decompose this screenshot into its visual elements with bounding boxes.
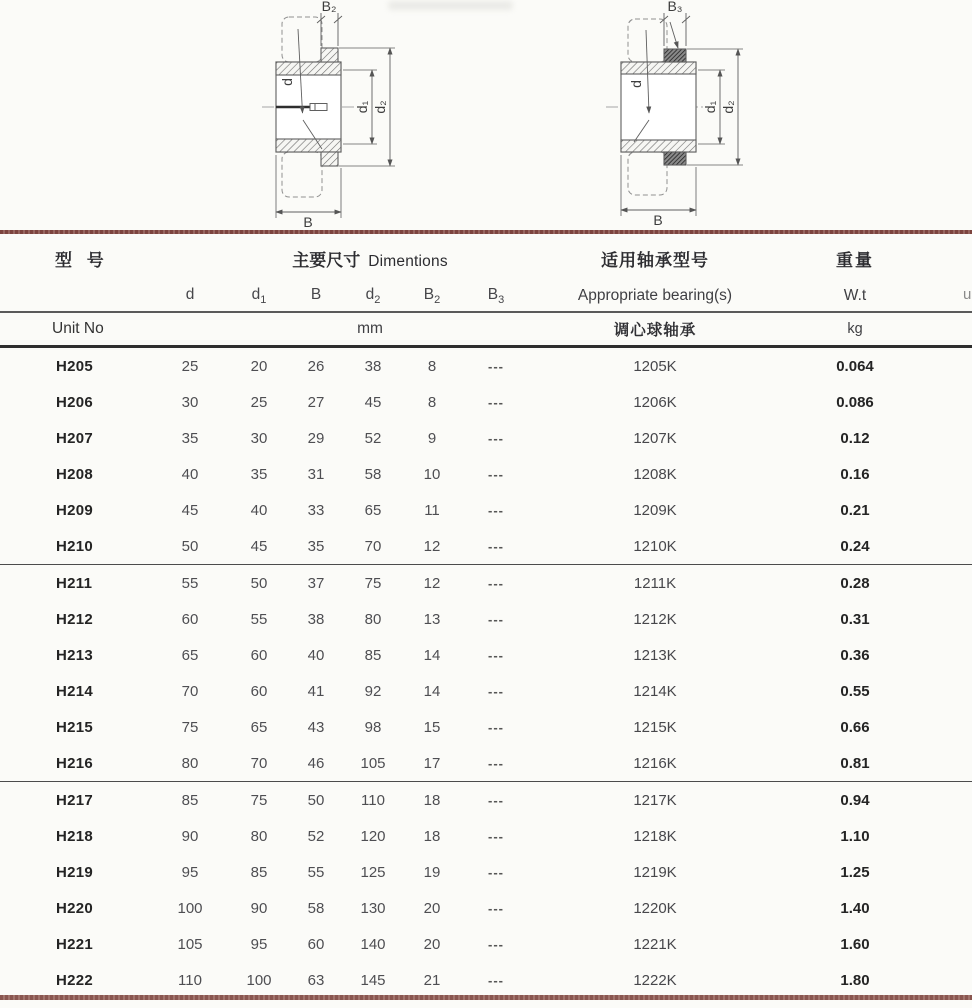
weight-cell: 0.28 <box>840 574 870 592</box>
lock-nut-top <box>664 49 686 62</box>
bearing-cell: 1216K <box>633 754 677 772</box>
dim-d2-cell: 45 <box>364 393 382 411</box>
unit-no-cell: H211 <box>56 574 93 592</box>
dim-d-cell: 95 <box>181 863 199 881</box>
clipped-edge-text: u <box>963 286 972 303</box>
unit-no-cell: H205 <box>56 357 94 375</box>
unit-no-cell: H213 <box>56 646 94 664</box>
dim-label-d2: d₂ <box>372 100 388 114</box>
sleeve-section-bottom <box>276 139 341 152</box>
unit-no-cell: H214 <box>56 682 94 700</box>
dim-d-cell: 70 <box>181 682 199 700</box>
dim-d2-cell: 110 <box>361 791 385 809</box>
col-d1: $d_1$ <box>251 285 267 307</box>
header-bearing-en: Appropriate bearing(s) <box>577 287 733 304</box>
table-row <box>0 782 972 818</box>
dim-d1-cell: 50 <box>250 574 268 592</box>
dim-d2-cell: 65 <box>364 501 382 519</box>
header-unit-no: Unit No <box>52 319 104 337</box>
unit-no-cell: H221 <box>56 935 94 953</box>
weight-cell: 1.80 <box>840 971 870 989</box>
dim-label-b: B <box>653 212 663 228</box>
dim-b2-cell: 14 <box>423 646 441 664</box>
dim-d-cell: 35 <box>181 429 199 447</box>
bearing-cell: 1218K <box>633 827 677 845</box>
table-row <box>0 420 972 456</box>
col-b2: $B_2$ <box>423 285 441 307</box>
dim-b3-cell: --- <box>488 936 504 952</box>
unit-no-cell: H212 <box>56 610 94 628</box>
dim-d-cell: 75 <box>181 718 199 736</box>
unit-no-cell: H208 <box>56 465 94 483</box>
dim-d1-cell: 45 <box>250 537 268 555</box>
dim-b3-cell: --- <box>488 828 504 844</box>
weight-cell: 0.36 <box>840 646 870 664</box>
dim-d2-cell: 38 <box>364 357 382 375</box>
dim-d2-cell: 145 <box>360 971 386 989</box>
bearing-cell: 1222K <box>633 971 677 989</box>
weight-cell: 0.064 <box>836 357 874 375</box>
dim-b3-cell: --- <box>488 755 504 771</box>
dim-b3-cell: --- <box>488 502 504 518</box>
dim-b3-cell: --- <box>488 647 504 663</box>
dim-b2-cell: 11 <box>424 501 440 519</box>
bearing-cell: 1221K <box>633 935 677 953</box>
col-d2: $d_2$ <box>365 285 381 307</box>
header-bearing-cn: 适用轴承型号 <box>601 251 709 270</box>
dim-d1-cell: 60 <box>250 646 268 664</box>
dim-d2-cell: 120 <box>360 827 386 845</box>
dim-b2-cell: 19 <box>423 863 441 881</box>
dim-d1-cell: 75 <box>250 791 268 809</box>
header-mm: mm <box>357 319 383 337</box>
dim-b2-cell: 21 <box>423 971 441 989</box>
dim-b-cell: 63 <box>307 971 325 989</box>
dim-b-cell: 38 <box>307 610 325 628</box>
dim-b3-cell: --- <box>488 466 504 482</box>
dim-d-cell: 50 <box>181 537 199 555</box>
header-bearing-type: 调心球轴承 <box>613 321 697 339</box>
bearing-cell: 1219K <box>633 863 677 881</box>
bearing-cell: 1209K <box>633 501 677 519</box>
dim-label-d: d <box>279 78 295 86</box>
dim-b2-cell: 12 <box>423 574 441 592</box>
col-b: B <box>310 285 322 303</box>
dim-b3-cell: --- <box>488 719 504 735</box>
dim-b2-cell: 10 <box>423 465 441 483</box>
table-rows <box>0 348 972 998</box>
lock-nut-top <box>321 48 338 62</box>
dim-label-d2: d₂ <box>720 100 736 114</box>
dim-d-cell: 110 <box>178 971 202 989</box>
dim-d1-cell: 25 <box>250 393 268 411</box>
weight-cell: 0.81 <box>840 754 870 772</box>
dim-d2-cell: 75 <box>364 574 382 592</box>
bearing-cell: 1217K <box>633 791 677 809</box>
dim-b-cell: 50 <box>307 791 325 809</box>
unit-no-cell: H218 <box>56 827 94 845</box>
dim-b2-cell: 20 <box>423 899 441 917</box>
dim-b3-cell: --- <box>488 683 504 699</box>
table-row <box>0 890 972 926</box>
table-row <box>0 637 972 673</box>
table-row <box>0 926 972 962</box>
unit-no-cell: H209 <box>56 501 94 519</box>
dim-b2-cell: 14 <box>423 682 441 700</box>
dim-d1-cell: 20 <box>250 357 268 375</box>
dim-b3-cell: --- <box>488 611 504 627</box>
weight-cell: 0.55 <box>840 682 870 700</box>
dim-b2-cell: 17 <box>423 754 441 772</box>
dim-b2-cell: 18 <box>423 827 441 845</box>
dim-b-cell: 37 <box>307 574 325 592</box>
table-row <box>0 818 972 854</box>
dim-d-cell: 45 <box>181 501 199 519</box>
dim-d1-cell: 70 <box>250 754 268 772</box>
header-dimensions-en: Dimentions <box>368 253 448 270</box>
weight-cell: 1.25 <box>840 863 870 881</box>
dim-d1-cell: 60 <box>250 682 268 700</box>
dim-d-cell: 55 <box>181 574 199 592</box>
unit-no-cell: H217 <box>56 791 94 809</box>
weight-cell: 0.21 <box>840 501 870 519</box>
weight-cell: 0.94 <box>840 791 870 809</box>
header-kg: kg <box>847 320 863 337</box>
table-header-row-1 <box>0 236 972 281</box>
dim-b2-cell: 12 <box>423 537 441 555</box>
dim-d2-cell: 58 <box>364 465 382 483</box>
dim-b-cell: 40 <box>307 646 325 664</box>
dim-d-cell: 90 <box>181 827 199 845</box>
unit-no-cell: H206 <box>56 393 94 411</box>
dim-b2-cell: 9 <box>427 429 437 447</box>
dim-b-cell: 43 <box>307 718 325 736</box>
bearing-cell: 1208K <box>633 465 677 483</box>
unit-no-cell: H215 <box>56 718 94 736</box>
dim-b-cell: 29 <box>307 429 325 447</box>
bearing-ghost-bottom <box>628 152 667 195</box>
dim-d1-cell: 85 <box>250 863 268 881</box>
dim-b2-cell: 18 <box>423 791 441 809</box>
dim-d-cell: 100 <box>177 899 203 917</box>
dim-label-d: d <box>628 80 644 88</box>
bearing-cell: 1205K <box>633 357 677 375</box>
table-header-row-2 <box>0 281 972 311</box>
bearing-cell: 1210K <box>633 537 677 555</box>
table-row <box>0 384 972 420</box>
dim-b-cell: 55 <box>307 863 325 881</box>
unit-no-cell: H216 <box>56 754 94 772</box>
dim-d-cell: 65 <box>181 646 199 664</box>
table-header-row-3 <box>0 312 972 345</box>
table-row <box>0 601 972 637</box>
dim-d-cell: 40 <box>181 465 199 483</box>
weight-cell: 0.24 <box>840 537 870 555</box>
dim-b2-cell: 13 <box>423 610 441 628</box>
dim-label-d1: d₁ <box>702 100 718 114</box>
sleeve-section-top <box>621 62 696 74</box>
dim-b3-cell: --- <box>488 538 504 554</box>
unit-no-cell: H219 <box>56 863 94 881</box>
bearing-ghost-top <box>282 17 322 62</box>
dim-d-cell: 60 <box>181 610 199 628</box>
bearing-cell: 1207K <box>633 429 677 447</box>
dim-d-cell: 105 <box>177 935 203 953</box>
header-weight-en: W.t <box>843 287 867 304</box>
header-dimensions <box>180 246 560 271</box>
dim-d2-cell: 98 <box>364 718 382 736</box>
table-row <box>0 962 972 998</box>
unit-no-cell: H220 <box>56 899 94 917</box>
lock-nut-bottom <box>664 152 686 165</box>
weight-cell: 0.12 <box>840 429 870 447</box>
dim-label-b2: B₂ <box>321 0 337 14</box>
header-weight-cn: 重量 <box>836 251 874 270</box>
dim-d-cell: 85 <box>181 791 199 809</box>
sleeve-section-top <box>276 62 341 75</box>
table-row <box>0 673 972 709</box>
table-row <box>0 492 972 528</box>
dim-b-cell: 52 <box>307 827 325 845</box>
dim-label-b3: B₃ <box>667 0 683 14</box>
weight-cell: 0.16 <box>840 465 870 483</box>
dim-d2-cell: 85 <box>364 646 382 664</box>
dim-d1-cell: 35 <box>250 465 268 483</box>
table-row <box>0 854 972 890</box>
weight-cell: 0.31 <box>840 610 870 628</box>
dim-b-cell: 46 <box>307 754 325 772</box>
table-row <box>0 348 972 384</box>
dim-b3-cell: --- <box>488 792 504 808</box>
dim-b-cell: 27 <box>307 393 325 411</box>
dim-b-cell: 60 <box>307 935 325 953</box>
dim-b3-cell: --- <box>488 394 504 410</box>
dim-b-cell: 33 <box>307 501 325 519</box>
bearing-cell: 1212K <box>633 610 677 628</box>
table-row <box>0 709 972 745</box>
dim-b-cell: 58 <box>307 899 325 917</box>
dim-b3-cell: --- <box>488 972 504 988</box>
dim-label-b: B <box>303 214 313 230</box>
sleeve-section-bottom <box>621 140 696 152</box>
table-top-border <box>0 230 972 234</box>
dim-b3-cell: --- <box>488 864 504 880</box>
dim-d1-cell: 55 <box>250 610 268 628</box>
dim-d1-cell: 90 <box>250 899 268 917</box>
dim-d2-cell: 125 <box>360 863 386 881</box>
table-row <box>0 456 972 492</box>
bearing-cell: 1213K <box>633 646 677 664</box>
dim-d2-cell: 80 <box>364 610 382 628</box>
bearing-cell: 1214K <box>633 682 677 700</box>
dim-b2-cell: 20 <box>423 935 441 953</box>
dim-b3-cell: --- <box>488 900 504 916</box>
slit-detail <box>310 104 327 111</box>
dim-d1-cell: 40 <box>250 501 268 519</box>
dim-b3-cell: --- <box>488 575 504 591</box>
table-row <box>0 745 972 782</box>
bearing-cell: 1220K <box>633 899 677 917</box>
dim-b2-cell: 15 <box>423 718 441 736</box>
col-b3: $B_3$ <box>487 285 505 307</box>
unit-no-cell: H222 <box>56 971 94 989</box>
unit-no-cell: H207 <box>56 429 94 447</box>
dim-d1-cell: 65 <box>250 718 268 736</box>
dim-d2-cell: 70 <box>364 537 382 555</box>
dim-b2-cell: 8 <box>427 393 437 411</box>
dim-d2-cell: 52 <box>364 429 382 447</box>
weight-cell: 1.10 <box>840 827 870 845</box>
dim-d2-cell: 130 <box>360 899 386 917</box>
bearing-cell: 1206K <box>633 393 677 411</box>
dim-d1-cell: 30 <box>250 429 268 447</box>
table-row <box>0 565 972 601</box>
dim-d-cell: 80 <box>181 754 199 772</box>
dim-b-cell: 31 <box>307 465 325 483</box>
sleeve-body <box>621 62 696 152</box>
weight-cell: 0.66 <box>840 718 870 736</box>
dim-d-cell: 25 <box>181 357 199 375</box>
dim-b3-cell: --- <box>488 358 504 374</box>
dim-label-d1: d₁ <box>354 100 370 114</box>
weight-cell: 1.60 <box>840 935 870 953</box>
unit-no-cell: H210 <box>56 537 94 555</box>
adapter-sleeve-drawing-left <box>226 0 458 230</box>
dim-b3-cell: --- <box>488 430 504 446</box>
dim-d1-cell: 100 <box>246 971 272 989</box>
bearing-ghost-bottom <box>282 152 322 197</box>
dim-d1-cell: 80 <box>250 827 268 845</box>
dim-b-cell: 41 <box>307 682 325 700</box>
dim-b-cell: 35 <box>307 537 325 555</box>
bearing-ghost-top <box>628 19 667 62</box>
col-d: d <box>185 285 195 303</box>
header-dimensions-cn: 主要尺寸 <box>292 251 361 270</box>
dim-d2-cell: 92 <box>364 682 382 700</box>
leader-line <box>670 22 678 48</box>
dim-b-cell: 26 <box>307 357 325 375</box>
dim-d-cell: 30 <box>181 393 199 411</box>
table-row <box>0 528 972 565</box>
weight-cell: 1.40 <box>840 899 870 917</box>
lock-nut-bottom <box>321 152 338 166</box>
bearing-cell: 1211K <box>633 574 677 592</box>
bearing-cell: 1215K <box>633 718 677 736</box>
dim-d1-cell: 95 <box>250 935 268 953</box>
dim-b2-cell: 8 <box>427 357 437 375</box>
dim-d2-cell: 140 <box>360 935 386 953</box>
weight-cell: 0.086 <box>836 393 874 411</box>
dim-d2-cell: 105 <box>360 754 386 772</box>
header-model: 型 号 <box>55 251 109 270</box>
adapter-sleeve-drawing-right <box>586 0 818 230</box>
